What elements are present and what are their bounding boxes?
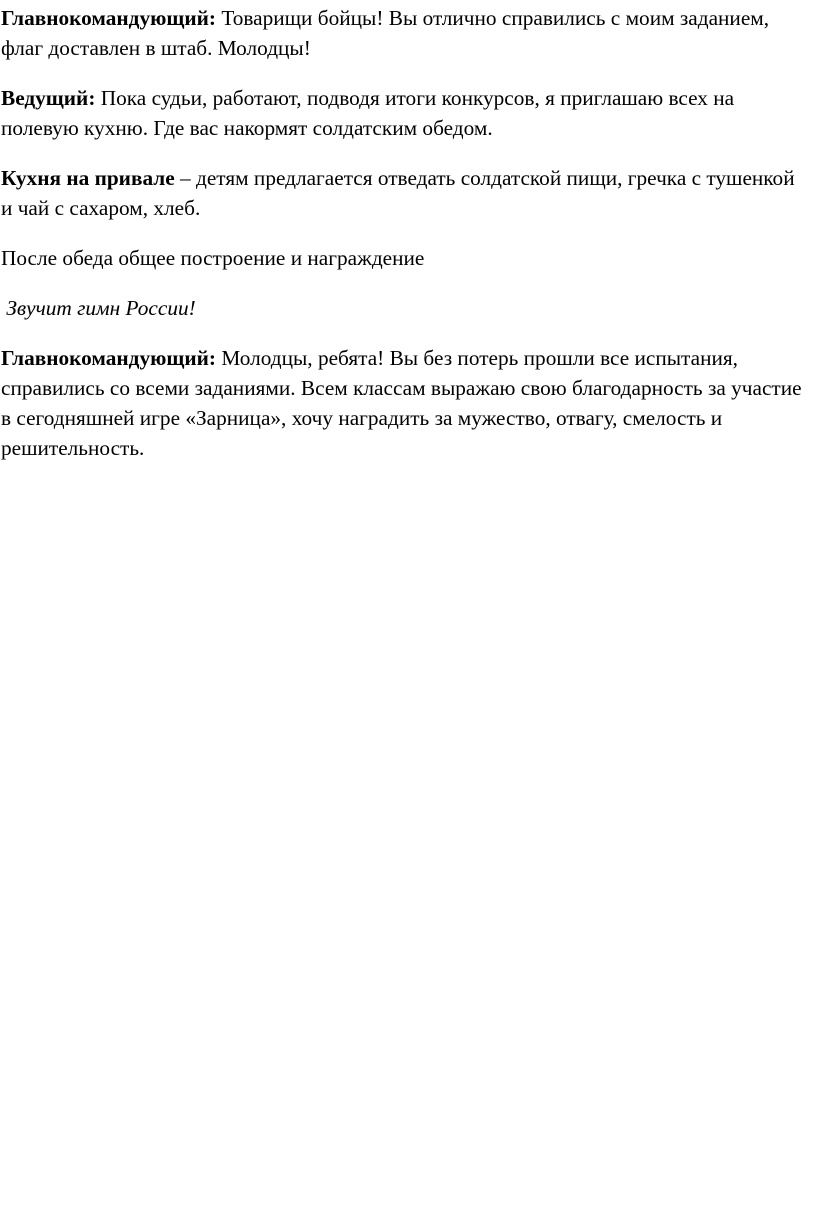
paragraph-after-lunch xyxy=(1,243,811,273)
paragraph-commander-2 xyxy=(1,343,811,463)
paragraph-text: детям предлагается отведать солдатской пищи, гречка с тушенкой и чай с сахаром, хлеб. xyxy=(1,166,795,220)
paragraph-host xyxy=(1,83,811,143)
paragraph-anthem xyxy=(1,293,811,323)
paragraph-commander-1 xyxy=(1,3,811,63)
speaker-label: Главнокомандующий: xyxy=(1,6,216,30)
paragraph-text: Молодцы, ребята! Вы без потерь прошли все испытания, справились со всеми заданиями. Всем классам выражаю свою благодарность за участие в сегодняшней игре «Зарница», хочу наградить за мужество, отвагу, смелость и решительность. xyxy=(1,346,802,460)
paragraph-text: Звучит гимн России! xyxy=(6,296,196,320)
paragraph-text: Товарищи бойцы! Вы отлично справились с моим заданием, флаг доставлен в штаб. Молодцы! xyxy=(1,6,770,60)
paragraph-text: После обеда общее построение и награждение xyxy=(1,246,425,270)
dash: – xyxy=(180,166,191,190)
speaker-label: Ведущий: xyxy=(1,86,96,110)
paragraph-kitchen xyxy=(1,163,811,223)
speaker-label: Главнокомандующий: xyxy=(1,346,216,370)
paragraph-text: Пока судьи, работают, подводя итоги конкурсов, я приглашаю всех на полевую кухню. Где вас накормят солдатским обедом. xyxy=(1,86,735,140)
document-body xyxy=(1,3,811,483)
speaker-label: Кухня на привале xyxy=(1,166,175,190)
